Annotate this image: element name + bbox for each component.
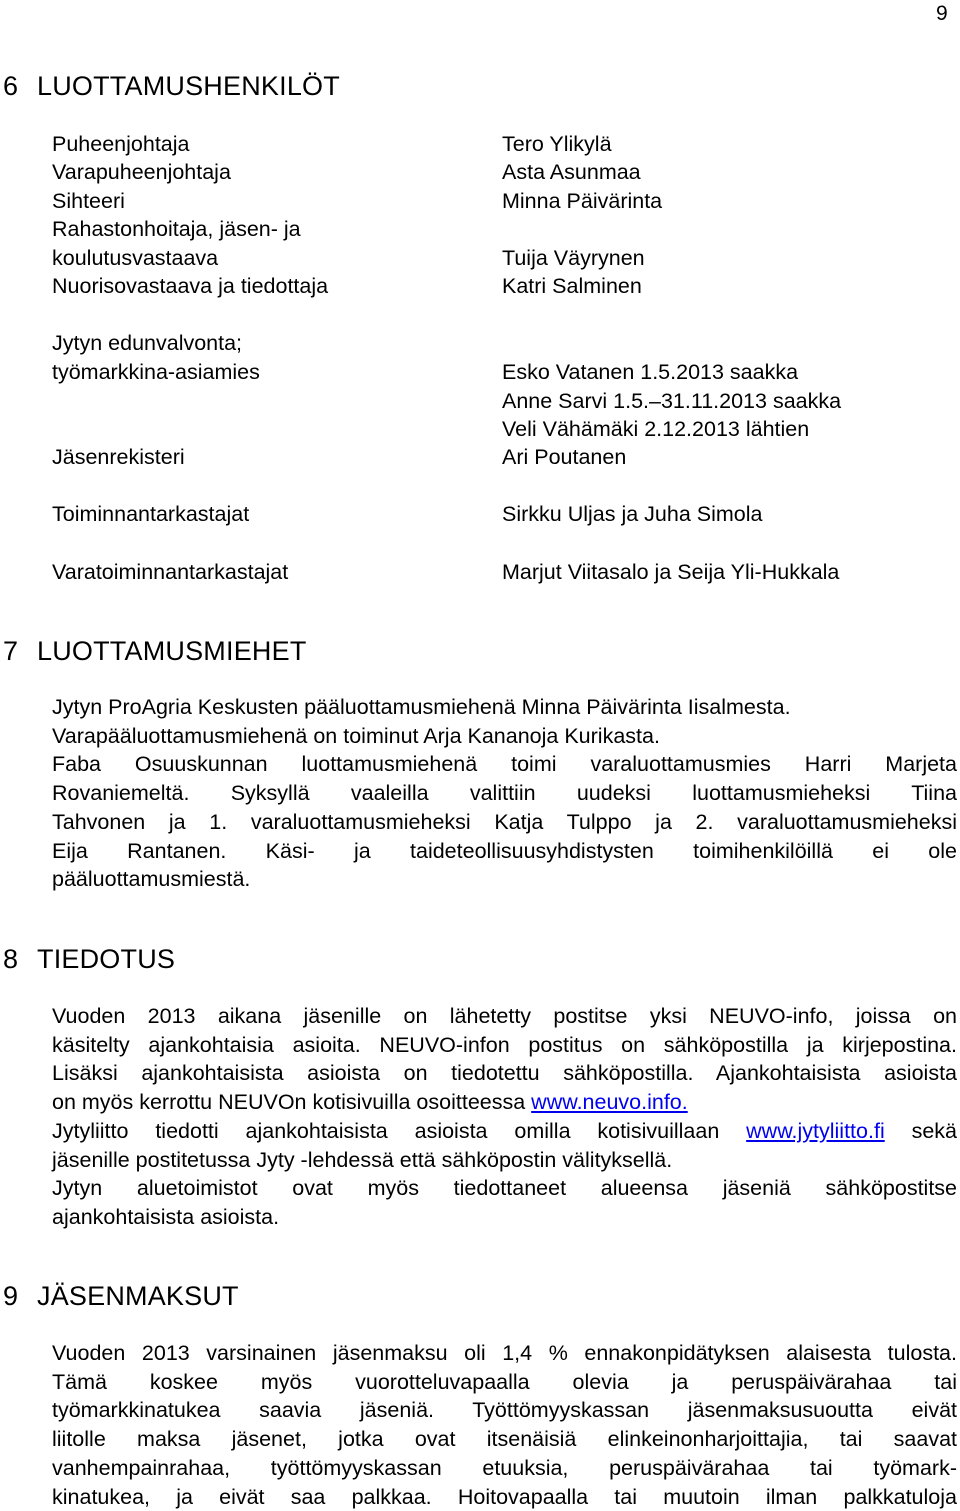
section-7-paragraph (52, 693, 957, 894)
official-person: Veli Vähämäki 2.12.2013 lähtien (502, 417, 810, 441)
text-line: Jytyn aluetoimistot ovat myös tiedottaneet alueensa jäseniä sähköpostitse (52, 1176, 957, 1201)
text-line: Vuoden 2013 varsinainen jäsenmaksu oli 1,4 % ennakonpidätyksen alaisesta tulosta. (52, 1341, 957, 1365)
section-title: LUOTTAMUSMIEHET (37, 636, 307, 666)
text-line (52, 1088, 957, 1117)
official-person: Sirkku Uljas ja Juha Simola (502, 502, 763, 526)
jytyliitto-website-link[interactable]: www.jytyliitto.fi (746, 1118, 885, 1143)
section-title: JÄSENMAKSUT (37, 1281, 239, 1311)
text-line: Faba Osuuskunnan luottamusmiehenä toimi varaluottamusmies Harri Marjeta (52, 752, 957, 777)
section-number: 6 (3, 71, 19, 101)
official-role: Puheenjohtaja (52, 132, 190, 156)
page-number: 9 (936, 2, 948, 25)
official-role: Varapuheenjohtaja (52, 160, 231, 184)
official-role: Jäsenrekisteri (52, 445, 185, 469)
text-line: Tämä koskee myös vuorotteluvapaalla olevia ja peruspäivärahaa tai (52, 1369, 957, 1394)
official-person: Tero Ylikylä (502, 132, 612, 156)
section-9-paragraph (52, 1339, 957, 1511)
text-line (52, 1117, 957, 1146)
text-line: Lisäksi ajankohtaisista asioista on tiedotettu sähköpostilla. Ajankohtaisista asioista (52, 1061, 957, 1086)
official-person: Tuija Väyrynen (502, 246, 645, 270)
official-person: Ari Poutanen (502, 445, 627, 469)
section-title: TIEDOTUS (37, 944, 176, 974)
text-line: jäsenille postitetussa Jyty -lehdessä että sähköpostin välityksellä. (52, 1147, 673, 1172)
official-person: Anne Sarvi 1.5.–31.11.2013 saakka (502, 389, 842, 413)
text-line: liitolle maksa jäsenet, jotka ovat itsenäisiä elinkeinonharjoittajia, tai saavat (52, 1427, 957, 1452)
text-segment: on myös kerrottu NEUVOn kotisivuilla osoitteessa (52, 1090, 532, 1115)
section-7-heading (3, 635, 307, 667)
text-line: työmarkkinatukea saavia jäseniä. Työttömyyskassan jäsenmaksusuoutta eivät (52, 1398, 957, 1423)
official-person: Katri Salminen (502, 274, 642, 298)
text-segment: sekä (884, 1118, 957, 1143)
text-line: käsitelty ajankohtaisia asioita. NEUVO-infon postitus on sähköpostilla ja kirjepostina. (52, 1032, 957, 1057)
section-9-heading (3, 1280, 239, 1312)
official-role: Sihteeri (52, 189, 125, 213)
text-line: Eija Rantanen. Käsi- ja taideteollisuusyhdistysten toimihenkilöillä ei ole (52, 838, 957, 863)
text-line: Vuoden 2013 aikana jäsenille on lähetetty postitse yksi NEUVO-info, joissa on (52, 1004, 957, 1028)
text-segment: Jytyliitto tiedotti ajankohtaisista asioista omilla kotisivuillaan (52, 1118, 747, 1143)
official-role: Nuorisovastaava ja tiedottaja (52, 274, 329, 298)
text-line: Jytyn ProAgria Keskusten pääluottamusmiehenä Minna Päivärinta Iisalmesta. (52, 695, 791, 719)
section-6-heading (3, 70, 340, 102)
official-role: Varatoiminnantarkastajat (52, 560, 289, 584)
text-line: pääluottamusmiestä. (52, 867, 251, 892)
official-role: Toiminnantarkastajat (52, 502, 250, 526)
section-8-heading (3, 943, 175, 975)
text-line: vanhempainrahaa, työttömyyskassan etuuksia, peruspäivärahaa tai työmark- (52, 1455, 957, 1480)
section-8-paragraph (52, 1002, 957, 1232)
text-line: Varapääluottamusmiehenä on toiminut Arja Kananoja Kurikasta. (52, 723, 660, 748)
section-title: LUOTTAMUSHENKILÖT (37, 71, 340, 101)
official-role: työmarkkina-asiamies (52, 360, 260, 384)
official-role: koulutusvastaava (52, 246, 219, 270)
official-person: Minna Päivärinta (502, 189, 663, 213)
text-line: ajankohtaisista asioista. (52, 1204, 280, 1229)
official-person: Asta Asunmaa (502, 160, 641, 184)
section-number: 8 (3, 944, 19, 974)
section-number: 7 (3, 636, 19, 666)
official-role: Rahastonhoitaja, jäsen- ja (52, 217, 301, 241)
neuvo-website-link[interactable]: www.neuvo.info. (531, 1090, 688, 1115)
official-person: Esko Vatanen 1.5.2013 saakka (502, 360, 799, 384)
text-line: Rovaniemeltä. Syksyllä vaaleilla valittiin uudeksi luottamusmieheksi Tiina (52, 781, 957, 806)
section-number: 9 (3, 1281, 19, 1311)
text-line: Tahvonen ja 1. varaluottamusmieheksi Katja Tulppo ja 2. varaluottamusmieheksi (52, 809, 957, 834)
official-person: Marjut Viitasalo ja Seija Yli-Hukkala (502, 560, 840, 584)
text-line: kinatukea, ja eivät saa palkkaa. Hoitovapaalla tai muutoin ilman palkkatuloja (52, 1484, 957, 1509)
official-role: Jytyn edunvalvonta; (52, 331, 243, 355)
